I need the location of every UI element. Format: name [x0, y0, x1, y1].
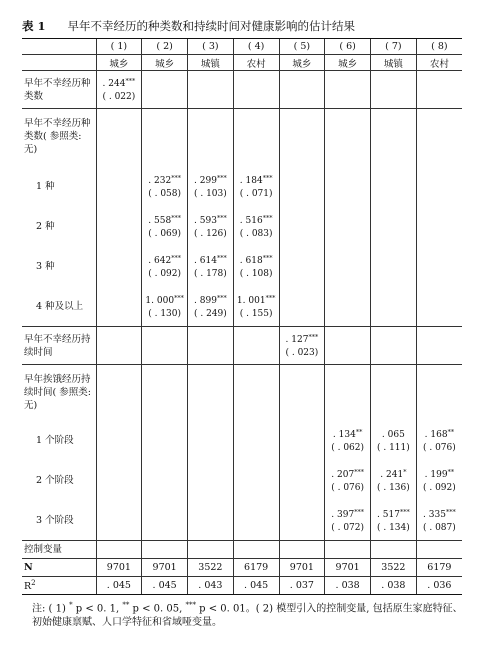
- sig-stars: **: [447, 468, 455, 476]
- cell: [279, 71, 325, 109]
- cell: . 045: [233, 577, 279, 595]
- sig-stars: ***: [262, 174, 273, 182]
- std-error: ( . 130): [148, 308, 182, 319]
- std-error: ( . 076): [331, 483, 365, 493]
- table-row: [22, 247, 462, 287]
- cell: [233, 327, 279, 365]
- coef: . 558: [148, 216, 172, 226]
- cell: [279, 167, 325, 207]
- coef: . 899: [194, 295, 217, 306]
- table-row: [22, 207, 462, 247]
- cell: [142, 501, 188, 541]
- cell: 9701: [96, 559, 142, 577]
- col-group: 城乡: [96, 55, 142, 71]
- col-group: 城镇: [371, 55, 417, 71]
- cell: [188, 207, 234, 247]
- cell: [233, 365, 279, 421]
- cell: [325, 541, 371, 559]
- cell: [416, 287, 462, 327]
- col-num: ( 5): [279, 39, 325, 55]
- col-group: 农村: [416, 55, 462, 71]
- coef: . 299: [194, 176, 217, 186]
- sig-stars: ***: [125, 77, 136, 85]
- std-error: ( . 072): [331, 522, 365, 533]
- cell: [233, 421, 279, 461]
- col-num: ( 8): [416, 39, 462, 55]
- cell: 3522: [188, 559, 234, 577]
- std-error: ( . 126): [193, 229, 227, 239]
- cell: [279, 247, 325, 287]
- row-label: 2 种: [36, 221, 55, 232]
- coef: . 134: [332, 430, 356, 440]
- sig-stars: ***: [216, 254, 227, 262]
- coef: . 241: [380, 470, 404, 480]
- cell: [188, 327, 234, 365]
- cell: . 038: [325, 577, 371, 595]
- std-error: ( . 178): [193, 269, 227, 279]
- coef: . 618: [239, 256, 263, 266]
- cell: [233, 247, 279, 287]
- coef: 1. 000: [145, 295, 175, 306]
- table-row: [22, 287, 462, 327]
- cell: [279, 327, 325, 365]
- table-row: [22, 501, 462, 541]
- std-error: ( . 136): [376, 483, 410, 493]
- table-number: 表 1: [22, 19, 46, 33]
- cell: [188, 247, 234, 287]
- sig-stars: ***: [354, 507, 364, 516]
- cell: [416, 247, 462, 287]
- cell: [233, 167, 279, 207]
- sig-stars: *: [403, 468, 407, 476]
- cell: [233, 501, 279, 541]
- header-corner: [22, 55, 96, 71]
- cell: [279, 365, 325, 421]
- cell: [371, 461, 417, 501]
- coef: . 168: [424, 430, 448, 440]
- cell: [233, 287, 279, 327]
- std-error: ( . 071): [239, 189, 273, 199]
- cell: . 037: [279, 577, 325, 595]
- cell: [96, 421, 142, 461]
- sig-stars: ***: [216, 214, 227, 222]
- cell: [371, 71, 417, 109]
- coef: . 593: [194, 216, 217, 226]
- coef: . 184: [239, 176, 263, 186]
- row-label: 早年不幸经历种类数( 参照类: 无): [24, 118, 91, 155]
- cell: [371, 541, 417, 559]
- table-note: [32, 598, 464, 630]
- cell: [325, 461, 371, 501]
- col-num: ( 4): [233, 39, 279, 55]
- cell: [325, 247, 371, 287]
- sig-stars: ***: [171, 254, 181, 262]
- std-error: ( . 062): [331, 443, 365, 453]
- row-label: 1 种: [36, 181, 55, 192]
- std-error: ( . 076): [422, 443, 456, 453]
- std-error: ( . 022): [102, 92, 136, 102]
- std-error: ( . 087): [422, 522, 456, 533]
- col-num: ( 7): [371, 39, 417, 55]
- sig-stars: ***: [265, 293, 276, 302]
- coef: . 614: [194, 256, 217, 266]
- sig-stars: ***: [262, 254, 273, 262]
- std-error: ( . 134): [376, 522, 410, 533]
- cell: [96, 247, 142, 287]
- cell: [188, 109, 234, 167]
- cell: [371, 109, 417, 167]
- std-error: ( . 023): [285, 348, 319, 358]
- cell: [142, 207, 188, 247]
- cell: [416, 541, 462, 559]
- column-group-row: [22, 55, 462, 71]
- cell: [142, 109, 188, 167]
- coef: . 642: [148, 256, 172, 266]
- cell: 3522: [371, 559, 417, 577]
- r-squared-label: R: [24, 581, 32, 593]
- cell: [96, 109, 142, 167]
- table-row: [22, 71, 462, 109]
- cell: [142, 541, 188, 559]
- col-num: ( 2): [142, 39, 188, 55]
- row-label: [22, 577, 96, 595]
- row-label: N: [22, 559, 96, 577]
- sig-stars: ***: [174, 293, 184, 302]
- table-row: [22, 577, 462, 595]
- cell: [233, 207, 279, 247]
- sig-stars: **: [355, 428, 363, 436]
- col-group: 城乡: [142, 55, 188, 71]
- row-label: 早年挨饿经历持续时间( 参照类: 无): [24, 374, 91, 411]
- cell: [371, 421, 417, 461]
- cell: [233, 71, 279, 109]
- table-row: [22, 559, 462, 577]
- cell: 6179: [416, 559, 462, 577]
- column-number-row: [22, 39, 462, 55]
- note-text-1: p < 0. 1,: [72, 603, 123, 615]
- cell: [279, 109, 325, 167]
- row-label: 3 个阶段: [22, 501, 96, 541]
- cell: [96, 207, 142, 247]
- cell: [325, 71, 371, 109]
- cell: [416, 167, 462, 207]
- std-error: ( . 058): [148, 189, 182, 199]
- coef: . 199: [424, 470, 448, 480]
- note-prefix: 注: ( 1): [32, 603, 70, 615]
- cell: [142, 71, 188, 109]
- cell: [325, 327, 371, 365]
- cell: [142, 287, 188, 327]
- cell: [233, 461, 279, 501]
- cell: [279, 541, 325, 559]
- cell: [142, 247, 188, 287]
- cell: [371, 247, 417, 287]
- std-error: ( . 092): [422, 483, 456, 493]
- cell: [188, 365, 234, 421]
- cell: [279, 421, 325, 461]
- cell: . 045: [96, 577, 142, 595]
- cell: [142, 327, 188, 365]
- sig-stars: ***: [216, 174, 227, 182]
- cell: [142, 461, 188, 501]
- cell: [188, 421, 234, 461]
- table-row: [22, 421, 462, 461]
- cell: [416, 501, 462, 541]
- cell: [233, 541, 279, 559]
- note-star-2: **: [122, 601, 130, 609]
- coef: . 127: [285, 335, 309, 345]
- sig-stars: ***: [354, 468, 364, 476]
- cell: [371, 167, 417, 207]
- cell: [416, 109, 462, 167]
- cell: [188, 71, 234, 109]
- table-row: [22, 327, 462, 365]
- col-group: 城乡: [325, 55, 371, 71]
- r-squared-sup: 2: [31, 579, 36, 588]
- cell: [96, 461, 142, 501]
- cell: [188, 501, 234, 541]
- table-row: [22, 109, 462, 167]
- cell: [188, 541, 234, 559]
- sig-stars: ***: [445, 507, 456, 516]
- sig-stars: ***: [216, 293, 227, 302]
- std-error: ( . 092): [148, 269, 182, 279]
- cell: [325, 109, 371, 167]
- cell: . 036: [416, 577, 462, 595]
- std-error: ( . 111): [376, 443, 410, 453]
- cell: [371, 501, 417, 541]
- cell: [96, 327, 142, 365]
- col-num: ( 6): [325, 39, 371, 55]
- cell: [325, 287, 371, 327]
- cell: [142, 167, 188, 207]
- coef: . 335: [423, 509, 446, 520]
- row-label: 控制变量: [22, 541, 96, 559]
- coef: . 232: [148, 176, 172, 186]
- cell: [325, 167, 371, 207]
- sig-stars: **: [447, 428, 455, 436]
- cell: [325, 501, 371, 541]
- cell: [371, 327, 417, 365]
- col-num: ( 1): [96, 39, 142, 55]
- std-error: ( . 108): [239, 269, 273, 279]
- cell: [371, 287, 417, 327]
- coef: . 207: [331, 470, 355, 480]
- cell: [416, 207, 462, 247]
- cell: [188, 287, 234, 327]
- cell: . 038: [371, 577, 417, 595]
- cell: [142, 421, 188, 461]
- cell: [279, 287, 325, 327]
- cell: . 045: [142, 577, 188, 595]
- cell: . 043: [188, 577, 234, 595]
- cell: [96, 501, 142, 541]
- coef: . 244: [102, 79, 126, 89]
- cell: [371, 365, 417, 421]
- cell: [279, 461, 325, 501]
- std-error: ( . 069): [148, 229, 182, 239]
- table-row: [22, 541, 462, 559]
- col-group: 城镇: [188, 55, 234, 71]
- cell: [96, 287, 142, 327]
- note-star-3: ***: [185, 601, 196, 609]
- cell: [371, 207, 417, 247]
- cell: 9701: [279, 559, 325, 577]
- coef: 1. 001: [236, 295, 266, 306]
- cell: [279, 501, 325, 541]
- cell: 9701: [142, 559, 188, 577]
- cell: [325, 421, 371, 461]
- cell: [416, 461, 462, 501]
- row-label: 1 个阶段: [36, 435, 74, 446]
- sig-stars: ***: [171, 214, 181, 222]
- col-group: 城乡: [279, 55, 325, 71]
- std-error: ( . 103): [193, 189, 227, 199]
- table-row: [22, 167, 462, 207]
- row-label: 早年不幸经历种类数: [22, 71, 96, 109]
- note-star-1: *: [69, 601, 73, 609]
- sig-stars: ***: [262, 214, 273, 222]
- std-error: ( . 083): [239, 229, 273, 239]
- table-caption: 早年不幸经历的种类数和持续时间对健康影响的估计结果: [67, 19, 356, 33]
- cell: 9701: [325, 559, 371, 577]
- cell: [325, 365, 371, 421]
- estimation-table: [22, 38, 462, 595]
- cell: [416, 365, 462, 421]
- cell: [96, 541, 142, 559]
- table-title: [22, 18, 355, 34]
- table-row: [22, 461, 462, 501]
- cell: [325, 207, 371, 247]
- sig-stars: ***: [308, 333, 319, 341]
- row-label: 早年不幸经历持续时间: [22, 327, 96, 365]
- row-label: 4 种及以上: [22, 287, 96, 327]
- table-row: [22, 365, 462, 421]
- sig-stars: ***: [399, 507, 410, 516]
- row-label: 2 个阶段: [36, 475, 74, 486]
- cell: [142, 365, 188, 421]
- cell: [96, 365, 142, 421]
- cell: [416, 421, 462, 461]
- col-group: 农村: [233, 55, 279, 71]
- cell: [416, 71, 462, 109]
- cell: 6179: [233, 559, 279, 577]
- cell: [96, 167, 142, 207]
- row-label: 3 种: [36, 261, 55, 272]
- cell: [96, 71, 142, 109]
- cell: [416, 327, 462, 365]
- cell: [279, 207, 325, 247]
- coef: . 065: [381, 430, 405, 440]
- coef: . 517: [377, 509, 400, 520]
- sig-stars: ***: [171, 174, 181, 182]
- note-text-3: p < 0. 01。( 2) 模型引入的控制变量, 包括原生家庭特征、初始健康禀赋、人口学特征和省域哑变量。: [32, 603, 463, 629]
- col-num: ( 3): [188, 39, 234, 55]
- coef: . 516: [239, 216, 263, 226]
- std-error: ( . 155): [239, 308, 273, 319]
- std-error: ( . 249): [193, 308, 227, 319]
- coef: . 397: [331, 509, 355, 520]
- cell: [188, 167, 234, 207]
- note-text-2: p < 0. 05,: [129, 603, 186, 615]
- header-corner: [22, 39, 96, 55]
- cell: [233, 109, 279, 167]
- cell: [188, 461, 234, 501]
